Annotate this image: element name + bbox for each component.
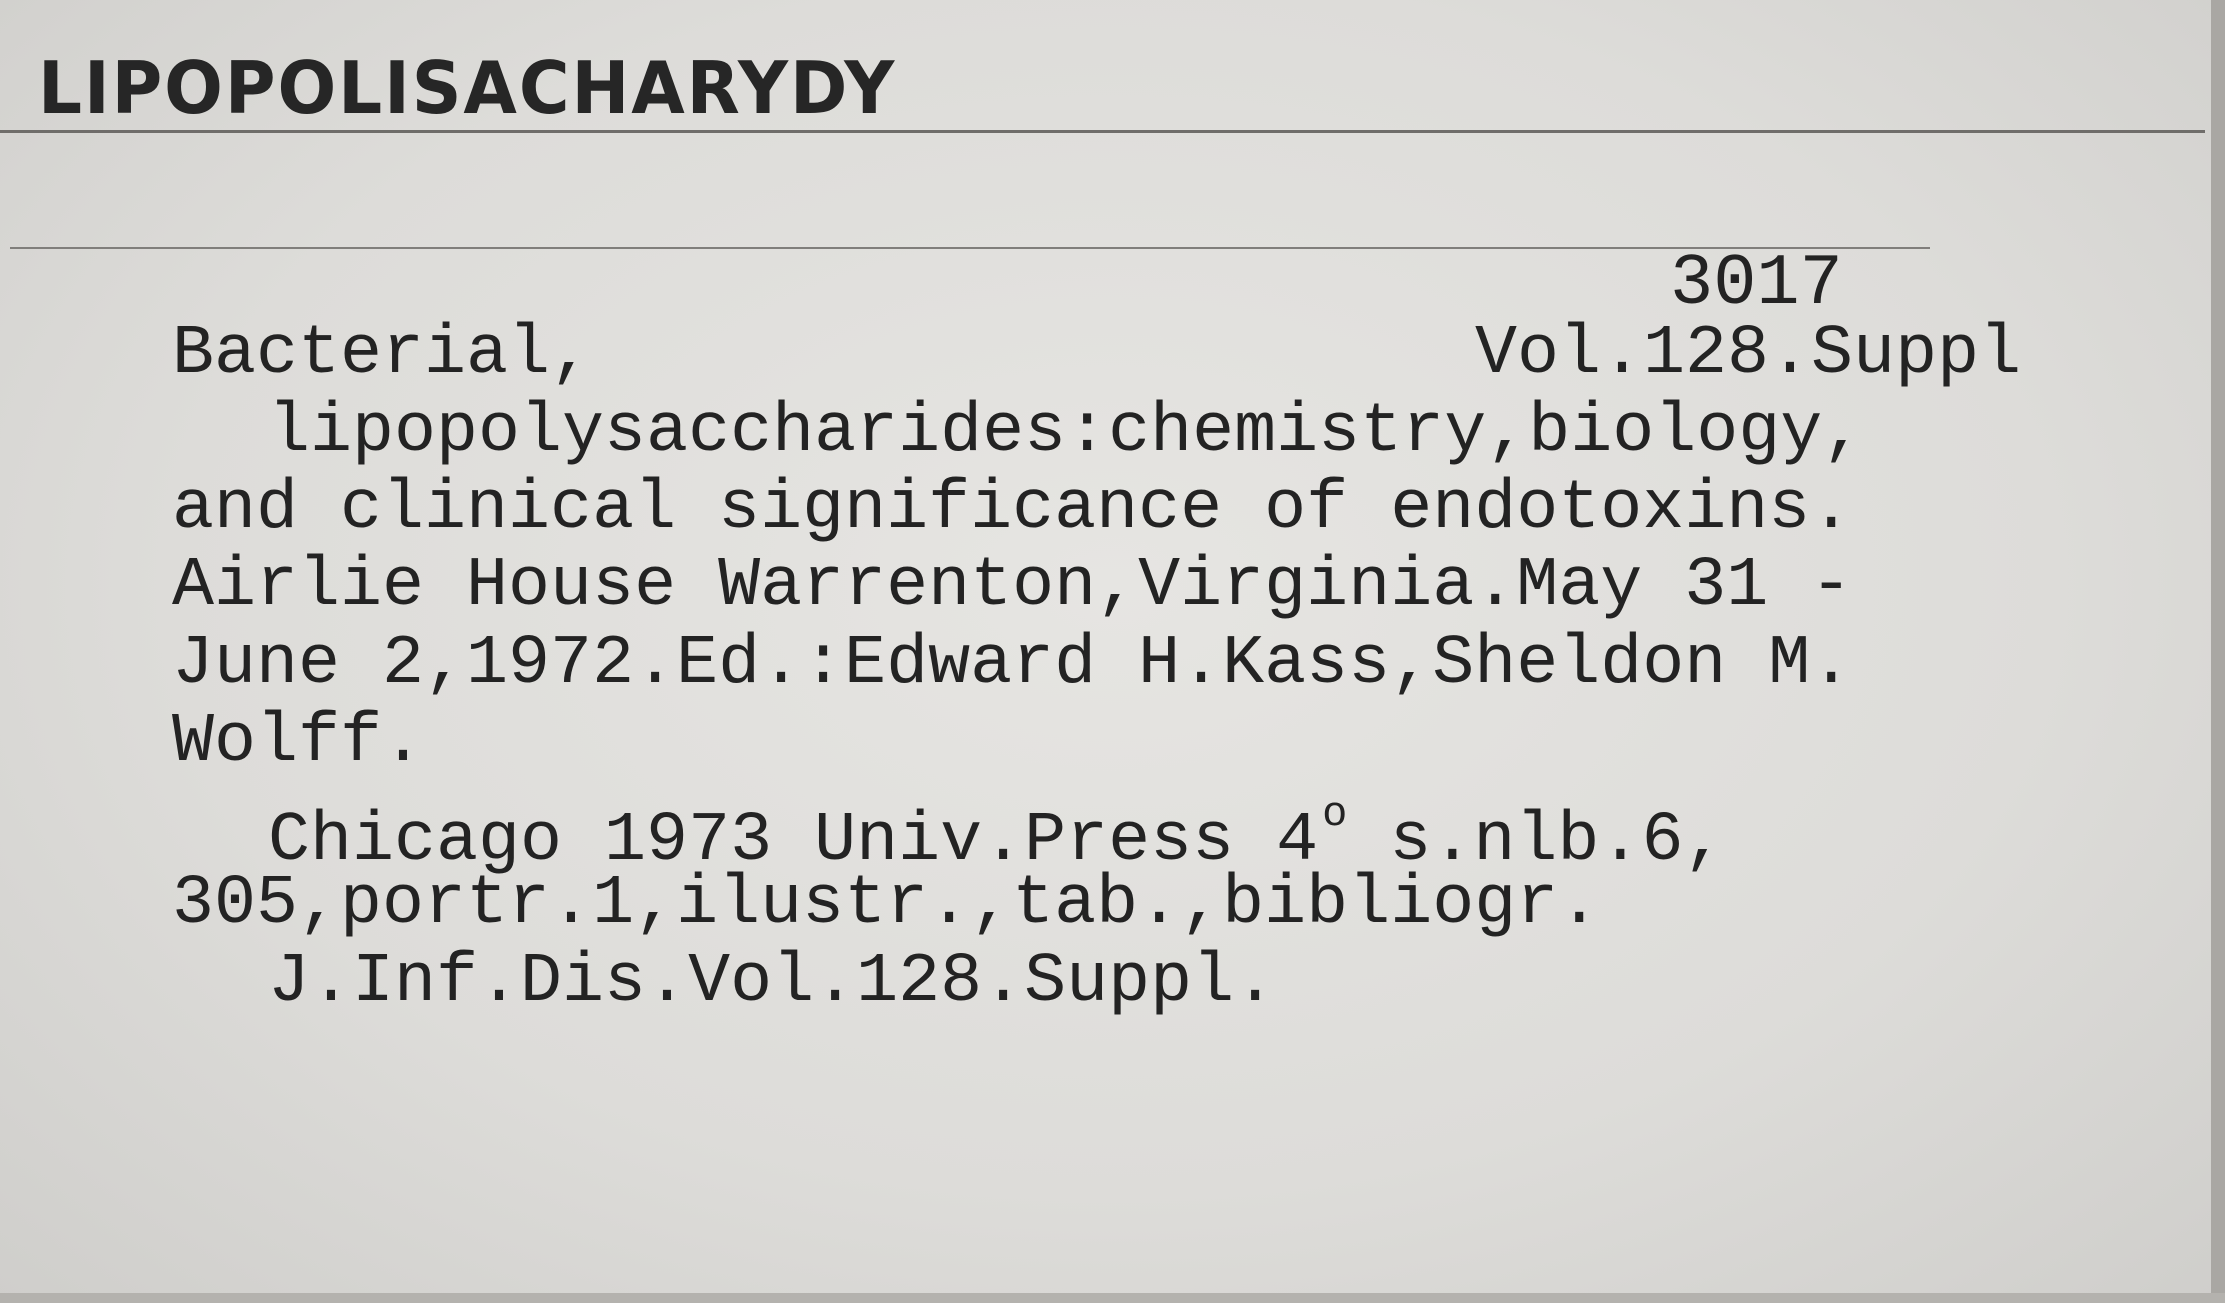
- format-degree-mark: o: [1322, 790, 1348, 838]
- entry-line-5: June 2,1972.Ed.:Edward H.Kass,Sheldon M.: [172, 625, 1853, 704]
- entry-line-4: Airlie House Warrenton,Virginia.May 31 -: [172, 547, 1853, 626]
- card-edge-right: [2211, 0, 2225, 1303]
- entry-line-3: and clinical significance of endotoxins.: [172, 470, 1853, 549]
- call-number: 3017: [1670, 243, 1843, 325]
- imprint-text: Chicago 1973 Univ.Press 4: [268, 802, 1319, 881]
- header-rule: [10, 247, 1930, 249]
- heading-rule: [0, 130, 2205, 133]
- entry-line-1: Bacterial,: [172, 315, 593, 394]
- entry-line-2: lipopolysaccharides:chemistry,biology,: [268, 393, 1865, 472]
- entry-line-6: Wolff.: [172, 703, 425, 782]
- card-edge-bottom: [0, 1293, 2225, 1303]
- collation-line: 305,portr.1,ilustr.,tab.,bibliogr.: [172, 865, 1601, 944]
- series-reference: Vol.128.Suppl: [1475, 315, 2022, 394]
- subject-heading: LIPOPOLISACHARYDY: [38, 46, 897, 130]
- imprint-tail: s.nlb.6,: [1347, 802, 1726, 881]
- source-line: J.Inf.Dis.Vol.128.Suppl.: [268, 943, 1277, 1022]
